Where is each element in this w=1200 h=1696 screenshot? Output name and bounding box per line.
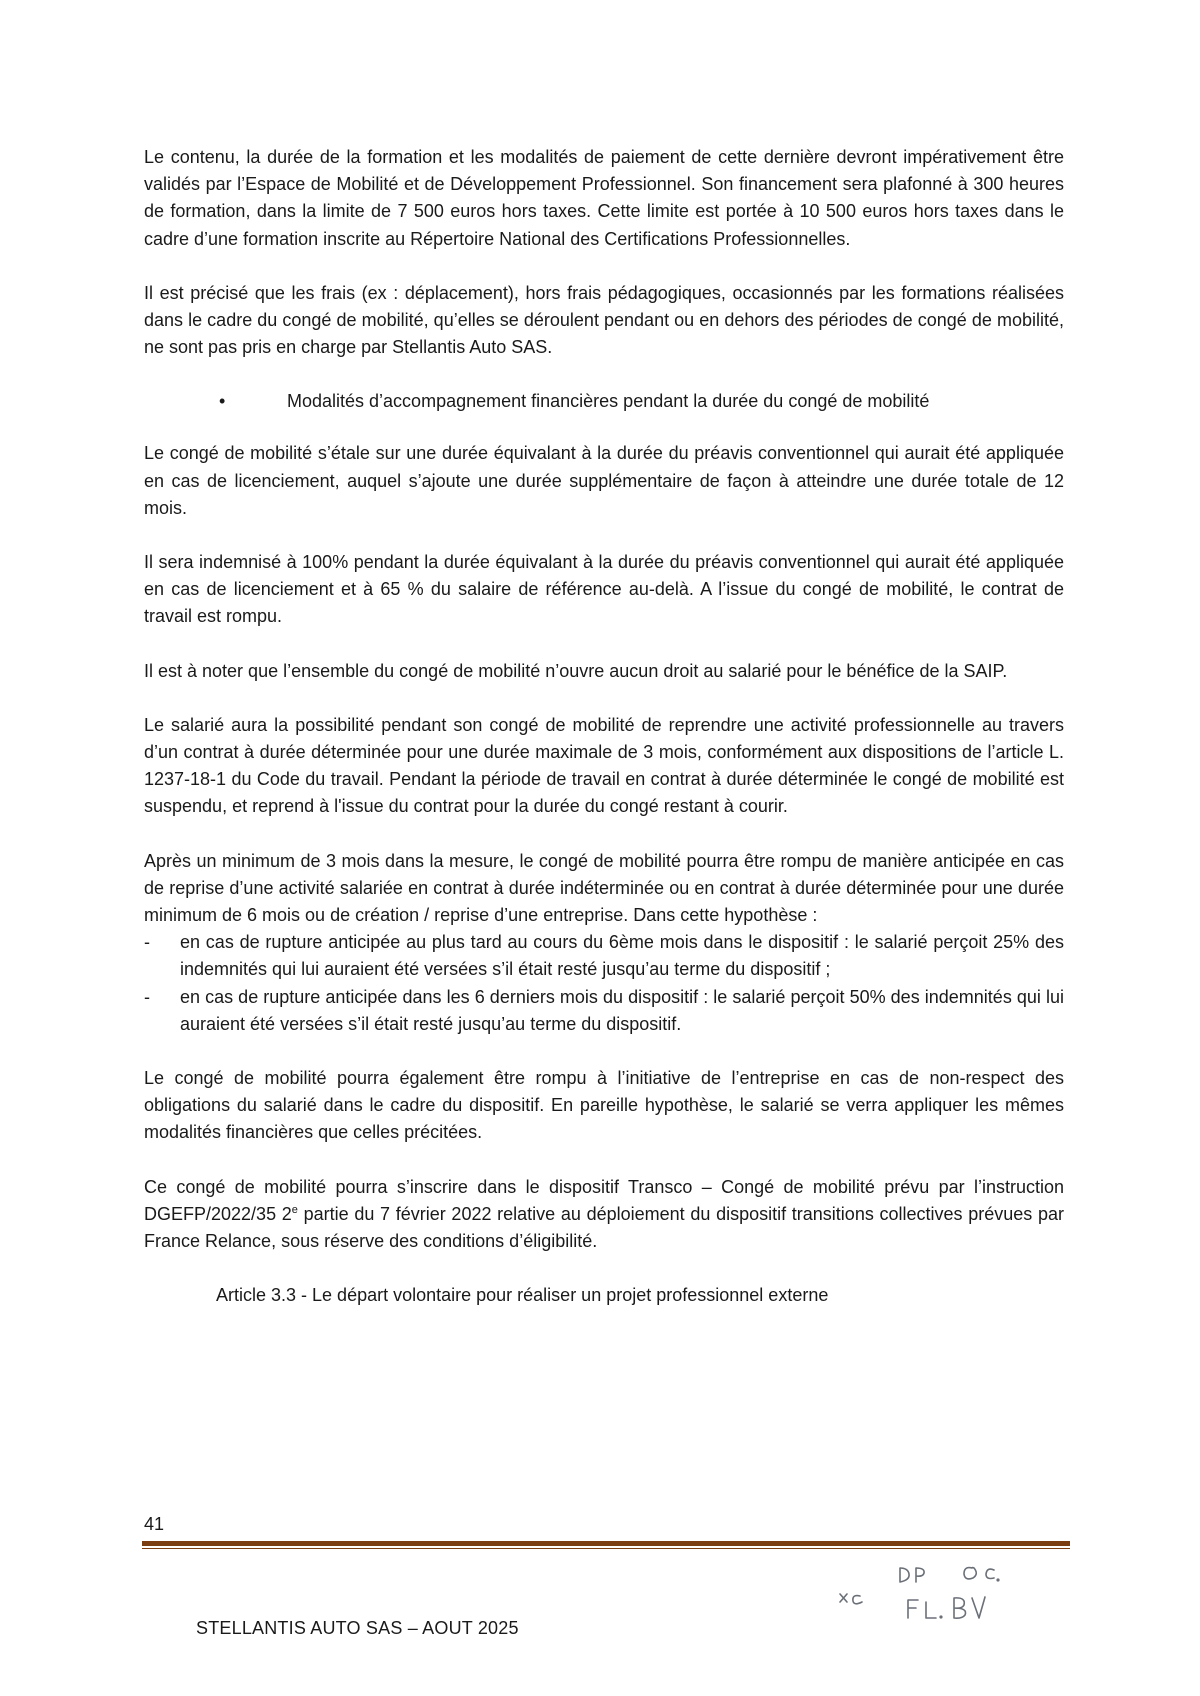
footer-rule-thin [142, 1548, 1070, 1549]
paragraph-early-termination: Après un minimum de 3 mois dans la mesure, le congé de mobilité pourra être rompu de manière anticipée en cas de reprise d’une activité salariée en contrat à durée indéterminée ou en contrat à durée déterminée pour une durée minimum de 6 mois ou de création / reprise d’une entreprise. Dans cette hypothèse : [144, 850, 1064, 926]
section-bullet-heading [144, 388, 1064, 415]
paragraph-cdd-activity: Le salarié aura la possibilité pendant son congé de mobilité de reprendre une activité professionnelle au travers d’un contrat à durée déterminée pour une durée maximale de 3 mois, conformément aux dispositions de l’article L. 1237-18-1 du Code du travail. Pendant la période de travail en contrat à durée déterminée le congé de mobilité est suspendu, et reprend à l'issue du contrat pour la durée du congé restant à courir. [144, 714, 1064, 817]
transco-text-start: Ce congé de mobilité pourra s’inscrire dans le dispositif Transco – Congé de mobilité prévu par l’instruction DGEFP/2022/35 2 [144, 1176, 1064, 1224]
list-item [144, 984, 1064, 1038]
termination-cases-list [144, 929, 1064, 1038]
paragraph-duration: Le congé de mobilité s’étale sur une durée équivalant à la durée du préavis conventionnel qui aurait été appliquée en cas de licenciement, auquel s’ajoute une durée supplémentaire de façon à atteindre une durée totale de 12 mois. [144, 443, 1064, 518]
bullet-heading-text: Modalités d’accompagnement financières pendant la durée du congé de mobilité [287, 391, 930, 412]
list-item-text: en cas de rupture anticipée au plus tard au cours du 6ème mois dans le dispositif : le salarié perçoit 25% des indemnités qui lui auraient été versées s’il était resté jusqu’au terme du dispositif ; [180, 932, 1064, 980]
paragraph-saip: Il est à noter que l’ensemble du congé de mobilité n’ouvre aucun droit au salarié pour le bénéfice de la SAIP. [144, 660, 1008, 681]
footer-rule-thick [142, 1541, 1070, 1546]
bullet-icon: • [219, 391, 226, 412]
transco-superscript: e [291, 1203, 298, 1216]
paragraph-company-termination: Le congé de mobilité pourra également être rompu à l’initiative de l’entreprise en cas de non-respect des obligations du salarié dans le cadre du dispositif. En pareille hypothèse, le salarié se verra appliquer les mêmes modalités financières que celles précitées. [144, 1068, 1064, 1143]
article-heading: Article 3.3 - Le départ volontaire pour réaliser un projet professionnel externe [216, 1285, 829, 1306]
paragraph-compensation: Il sera indemnisé à 100% pendant la durée équivalant à la durée du préavis conventionnel qui aurait été appliquée en cas de licenciement et à 65 % du salaire de référence au-delà. A l’issue du congé de mobilité, le contrat de travail est rompu. [144, 552, 1064, 627]
dash-marker: - [144, 986, 150, 1007]
footer-company-date: STELLANTIS AUTO SAS – AOUT 2025 [196, 1618, 519, 1638]
page-body [144, 144, 1064, 1309]
paragraph-transco [144, 1174, 1064, 1256]
page-number: 41 [144, 1514, 165, 1534]
list-item [144, 929, 1064, 983]
handwritten-initials [830, 1556, 1010, 1626]
dash-marker: - [144, 932, 150, 953]
transco-text-end: partie du 7 février 2022 relative au déploiement du dispositif transitions collectives prévues par France Relance, sous réserve des conditions d’éligibilité. [144, 1203, 1064, 1252]
paragraph-training-costs: Il est précisé que les frais (ex : déplacement), hors frais pédagogiques, occasionnés par les formations réalisées dans le cadre du congé de mobilité, qu’elles se déroulent pendant ou en dehors des périodes de congé de mobilité, ne sont pas pris en charge par Stellantis Auto SAS. [144, 282, 1064, 358]
list-item-text: en cas de rupture anticipée dans les 6 derniers mois du dispositif : le salarié perçoit 50% des indemnités qui lui auraient été versées s’il était resté jusqu’au terme du dispositif. [180, 986, 1064, 1034]
paragraph-formation-funding: Le contenu, la durée de la formation et les modalités de paiement de cette dernière devront impérativement être validés par l’Espace de Mobilité et de Développement Professionnel. Son financement sera plafonné à 300 heures de formation, dans la limite de 7 500 euros hors taxes. Cette limite est portée à 10 500 euros hors taxes dans le cadre d’une formation inscrite au Répertoire National des Certifications Professionnelles. [144, 147, 1064, 249]
